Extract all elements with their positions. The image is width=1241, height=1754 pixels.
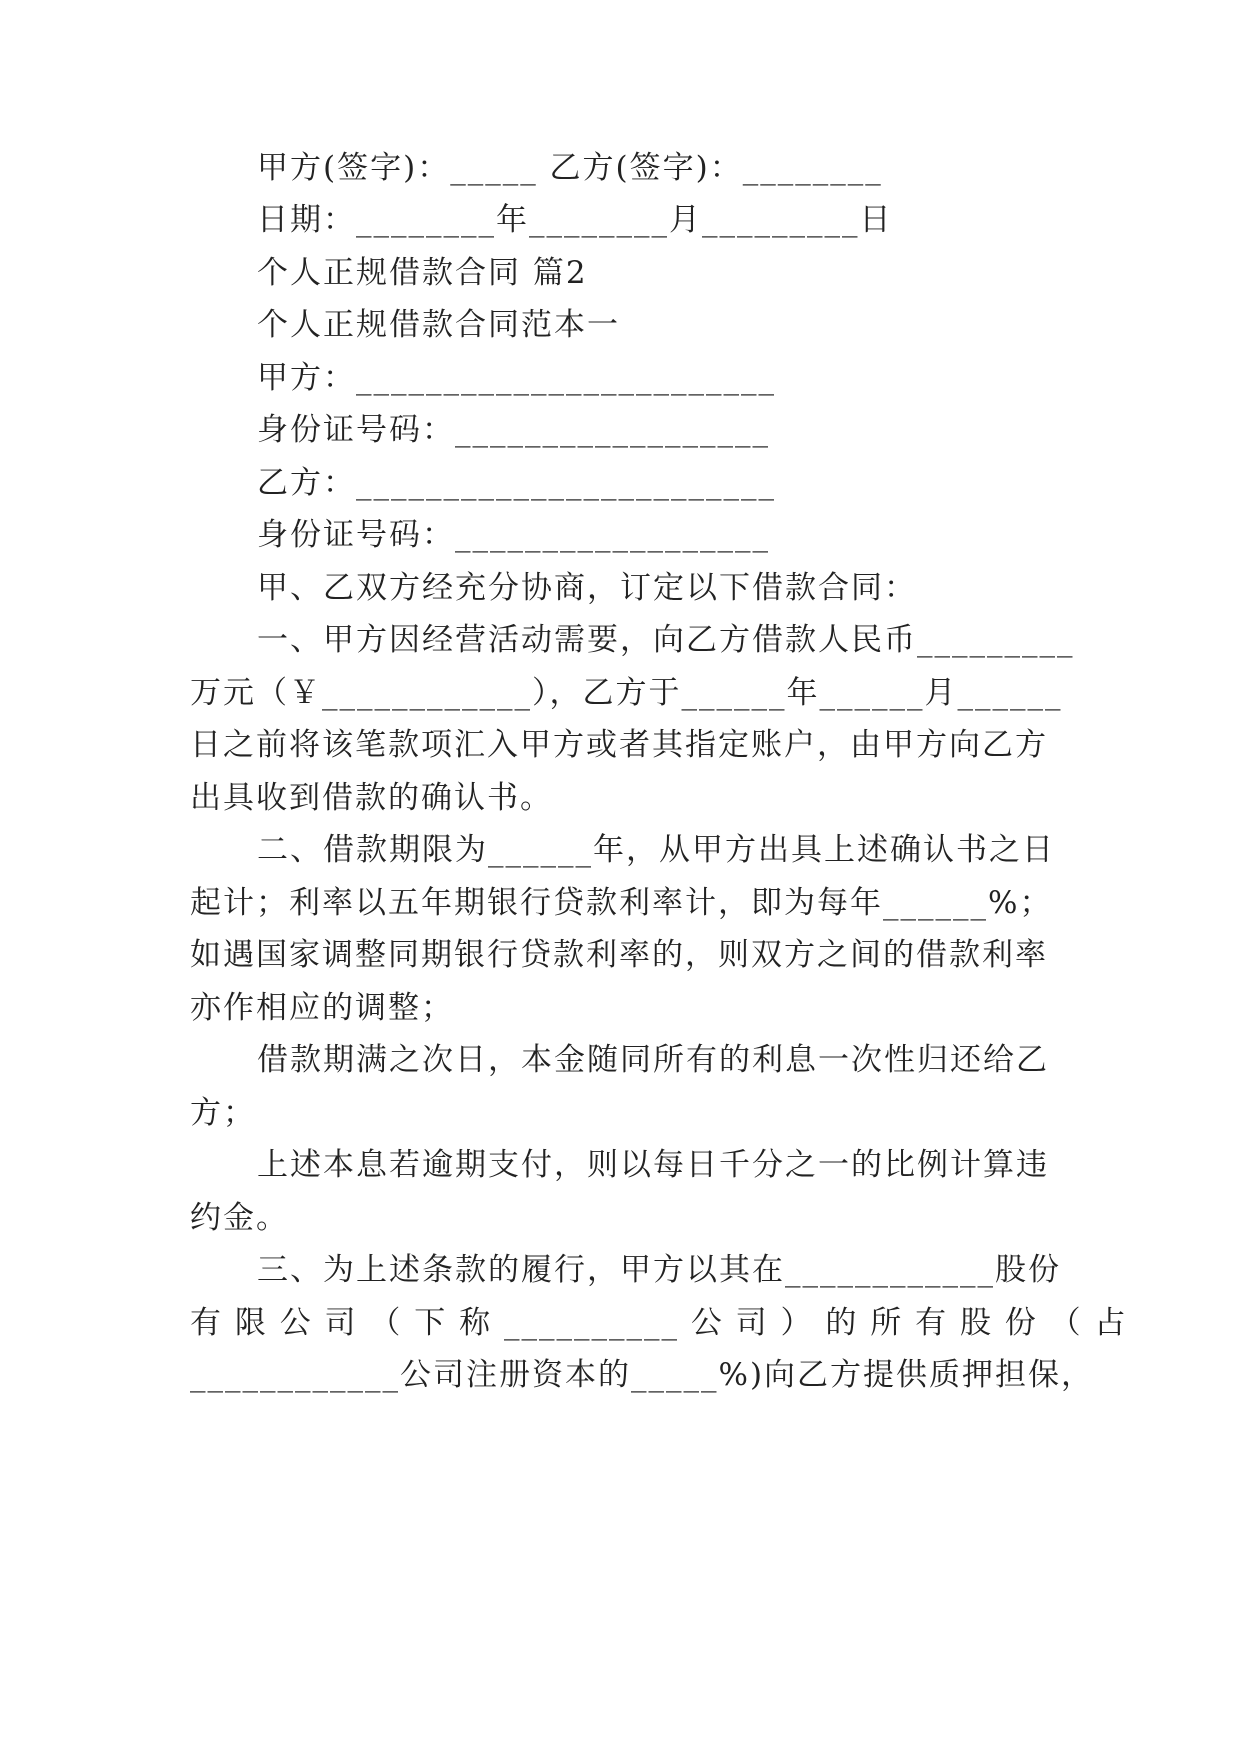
clause-3-line-3: ____________公司注册资本的_____%)向乙方提供质押担保， [190,1357,1095,1393]
signature-line: 甲方(签字)：_____ 乙方(签字)：________ [257,150,883,186]
party-a-field: 甲方：________________________ [257,360,776,396]
maturity-line-1: 借款期满之次日，本金随同所有的利息一次性归还给乙 [257,1042,1049,1078]
clause-3-line-2: 有 限 公 司 （ 下 称 __________ 公 司 ） 的 所 有 股 份 （ 占 [190,1305,1128,1341]
preamble-text: 甲、乙双方经充分协商，订定以下借款合同： [257,570,917,606]
clause-1-line-1: 一、甲方因经营活动需要，向乙方借款人民币_________ [257,622,1075,658]
penalty-line-1: 上述本息若逾期支付，则以每日千分之一的比例计算违 [257,1147,1049,1183]
maturity-line-2: 方； [190,1095,256,1131]
clause-2-line-4: 亦作相应的调整； [190,990,454,1026]
contract-title: 个人正规借款合同范本一 [257,307,620,343]
party-b-id-field: 身份证号码：__________________ [257,517,770,553]
clause-1-line-3: 日之前将该笔款项汇入甲方或者其指定账户，由甲方向乙方 [190,727,1048,763]
clause-1-line-2: 万元（￥____________），乙方于______年______月______ [190,675,1063,711]
section-heading: 个人正规借款合同 篇2 [257,255,588,291]
clause-2-line-2: 起计；利率以五年期银行贷款利率计，即为每年______%； [190,885,1053,921]
clause-2-line-1: 二、借款期限为______年，从甲方出具上述确认书之日 [257,832,1055,868]
party-b-field: 乙方：________________________ [257,465,776,501]
clause-1-line-4: 出具收到借款的确认书。 [190,780,553,816]
clause-3-line-1: 三、为上述条款的履行，甲方以其在____________股份 [257,1252,1061,1288]
clause-2-line-3: 如遇国家调整同期银行贷款利率的，则双方之间的借款利率 [190,937,1048,973]
penalty-line-2: 约金。 [190,1200,289,1236]
date-line: 日期：________年________月_________日 [257,202,893,238]
party-a-id-field: 身份证号码：__________________ [257,412,770,448]
